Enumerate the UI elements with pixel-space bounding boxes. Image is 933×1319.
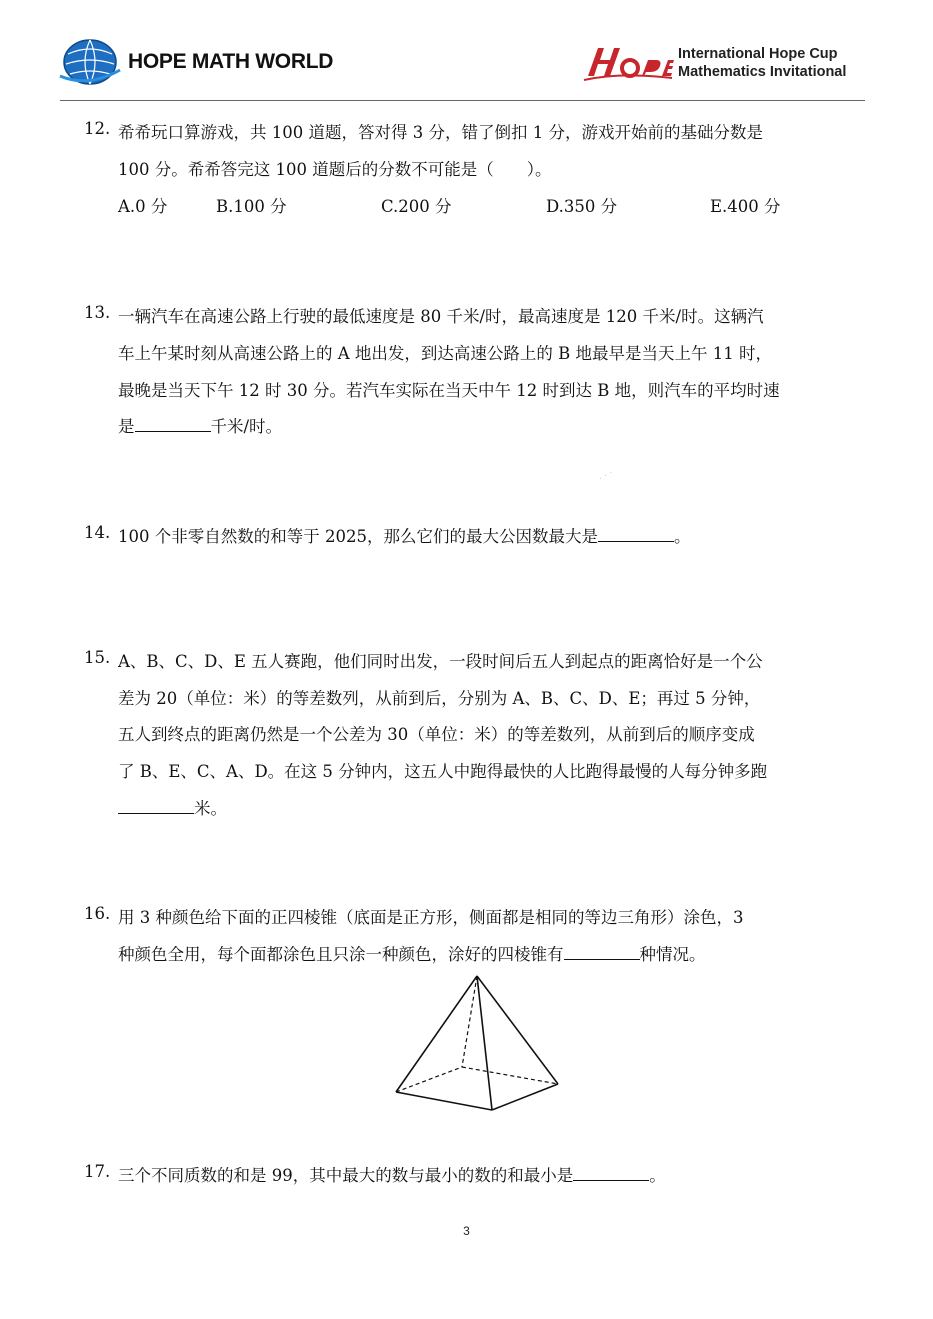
right-brand-line2: Mathematics Invitational bbox=[678, 64, 847, 80]
option-a: A.0 分 bbox=[118, 197, 168, 216]
hope-logo-icon bbox=[582, 42, 674, 84]
watermark-trace: · · · bbox=[596, 466, 616, 485]
hope-cup-logo bbox=[582, 42, 846, 84]
question-number: 17. bbox=[84, 1162, 111, 1181]
question-text-line bbox=[118, 413, 282, 437]
option-c: C.200 分 bbox=[381, 197, 452, 216]
question-number: 12. bbox=[84, 119, 111, 138]
question-text-line: A、B、C、D、E 五人赛跑，他们同时出发，一段时间后五人到起点的距离恰好是一个公 bbox=[118, 652, 763, 671]
header-divider bbox=[60, 100, 865, 101]
question-number: 16. bbox=[84, 904, 111, 923]
answer-blank bbox=[564, 945, 640, 960]
question-text: 100 个非零自然数的和等于 2025，那么它们的最大公因数最大是 bbox=[118, 527, 598, 546]
question-text-line: 车上午某时刻从高速公路上的 A 地出发，到达高速公路上的 B 地最早是当天上午 11 时， bbox=[118, 344, 773, 363]
question-text-line: 一辆汽车在高速公路上行驶的最低速度是 80 千米/时，最高速度是 120 千米/时。这辆汽 bbox=[118, 307, 764, 326]
option-e: E.400 分 bbox=[710, 197, 781, 216]
option-b: B.100 分 bbox=[216, 197, 287, 216]
question-text-line: 差为 20（单位：米）的等差数列，从前到后，分别为 A、B、C、D、E；再过 5 分钟， bbox=[118, 689, 761, 708]
question-number: 15. bbox=[84, 648, 111, 667]
question-text-line bbox=[118, 795, 227, 819]
question-text-line bbox=[118, 1162, 666, 1186]
question-text: 。 bbox=[673, 527, 691, 546]
page-number: 3 bbox=[463, 1224, 470, 1238]
question-number: 13. bbox=[84, 303, 111, 322]
question-text: 。 bbox=[649, 1166, 666, 1185]
question-text-line: 用 3 种颜色给下面的正四棱锥（底面是正方形，侧面都是相同的等边三角形）涂色，3 bbox=[118, 908, 744, 927]
right-brand-line1: International Hope Cup bbox=[678, 46, 838, 62]
question-text-line: 最晚是当天下午 12 时 30 分。若汽车实际在当天中午 12 时到达 B 地，则汽车的平均时速 bbox=[118, 381, 780, 400]
right-brand-text bbox=[678, 45, 846, 81]
question-number: 14. bbox=[84, 523, 111, 542]
question-text-line: 五人到终点的距离仍然是一个公差为 30（单位：米）的等差数列，从前到后的顺序变成 bbox=[118, 725, 755, 744]
page-header bbox=[0, 0, 933, 104]
question-text-line: 了 B、E、C、A、D。在这 5 分钟内，这五人中跑得最快的人比跑得最慢的人每分钟多跑 bbox=[118, 762, 768, 781]
question-text: 种情况。 bbox=[639, 945, 706, 964]
square-pyramid-figure bbox=[390, 972, 566, 1114]
globe-logo-icon bbox=[58, 36, 122, 88]
answer-blank bbox=[135, 417, 211, 432]
question-text: 米。 bbox=[194, 799, 227, 818]
question-text: 种颜色全用，每个面都涂色且只涂一种颜色，涂好的四棱锥有 bbox=[118, 945, 564, 964]
question-text-line bbox=[118, 941, 706, 965]
question-text: 三个不同质数的和是 99，其中最大的数与最小的数的和最小是 bbox=[118, 1166, 574, 1185]
left-brand-name: HOPE MATH WORLD bbox=[128, 50, 334, 73]
answer-blank bbox=[598, 527, 674, 542]
option-d: D.350 分 bbox=[546, 197, 618, 216]
question-text-line: 希希玩口算游戏，共 100 道题，答对得 3 分，错了倒扣 1 分，游戏开始前的基础分数是 bbox=[118, 123, 763, 142]
question-text: 千米/时。 bbox=[210, 417, 283, 436]
hope-math-world-logo bbox=[58, 36, 333, 88]
answer-blank bbox=[573, 1166, 649, 1181]
question-text-line bbox=[118, 523, 690, 547]
question-text-line: 100 分。希希答完这 100 道题后的分数不可能是（ ）。 bbox=[118, 160, 552, 179]
question-text: 是 bbox=[118, 417, 135, 436]
answer-blank bbox=[118, 799, 194, 814]
